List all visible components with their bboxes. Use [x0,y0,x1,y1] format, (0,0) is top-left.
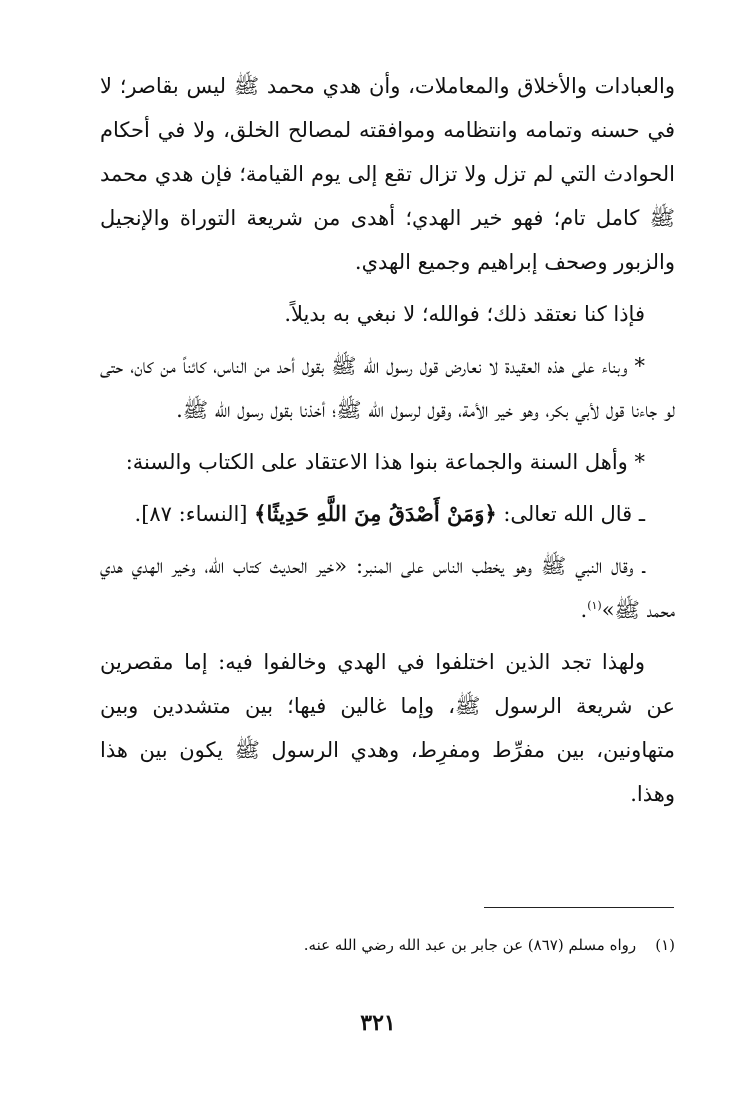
paragraph-hadith [100,544,675,632]
footnote-text: رواه مسلم (٨٦٧) عن جابر بن عبد الله رضي الله عنه. [303,936,637,954]
quran-verse: ﴿وَمَنْ أَصْدَقُ مِنَ اللَّهِ حَدِيثًا﴾ [254,501,497,526]
footnote-number: (١) [655,936,675,954]
paragraph-1: والعبادات والأخلاق والمعاملات، وأن هدي محمد ﷺ ليس بقاصر؛ لا في حسنه وتمامه وانتظامه وموافقته لمصالح الخلق، ولا في أحكام الحوادث التي لم تزل ولا تزال تقع إلى يوم القيامة؛ فإن هدي محمد ﷺ كامل تام؛ فهو خير الهدي؛ أهدى من شريعة التوراة والإنجيل والزبور وصحف إبراهيم وجميع الهدي. [100,74,675,274]
paragraph-2: فإذا كنا نعتقد ذلك؛ فوالله؛ لا نبغي به بديلاً. [284,302,645,326]
paragraph-4: * وأهل السنة والجماعة بنوا هذا الاعتقاد على الكتاب والسنة: [125,450,645,474]
quran-intro: ـ قال الله تعالى: [496,502,645,526]
paragraph-7: ولهذا تجد الذين اختلفوا في الهدي وخالفوا فيه: إما مقصرين عن شريعة الرسول ﷺ، وإما غالين فيها؛ بين متشددين وبين متهاونين، بين مفرِّط ومفرِط، وهدي الرسول ﷺ يكون بين هذا وهذا. [100,650,675,806]
footnote [100,932,675,958]
hadith-text: ـ وقال النبي ﷺ وهو يخطب الناس على المنبر: «خير الحديث كتاب الله، وخير الهدي هدي محمد ﷺ» [100,554,675,622]
main-text [100,64,675,816]
footnote-divider [484,907,674,908]
page-number: ٣٢١ [360,1010,396,1036]
quran-reference: [النساء: ٨٧]. [134,502,255,526]
paragraph-quran [100,492,675,536]
hadith-end: . [580,598,588,622]
footnote-ref: (١) [587,599,602,612]
paragraph-3: * وبناء على هذه العقيدة لا نعارض قول رسول الله ﷺ بقول أحد من الناس، كائناً من كان، حتى لو جاءنا قول لأبي بكر، وهو خير الأمة، وقول لرسول الله ﷺ؛ أخذنا بقول رسول الله ﷺ. [100,354,675,422]
